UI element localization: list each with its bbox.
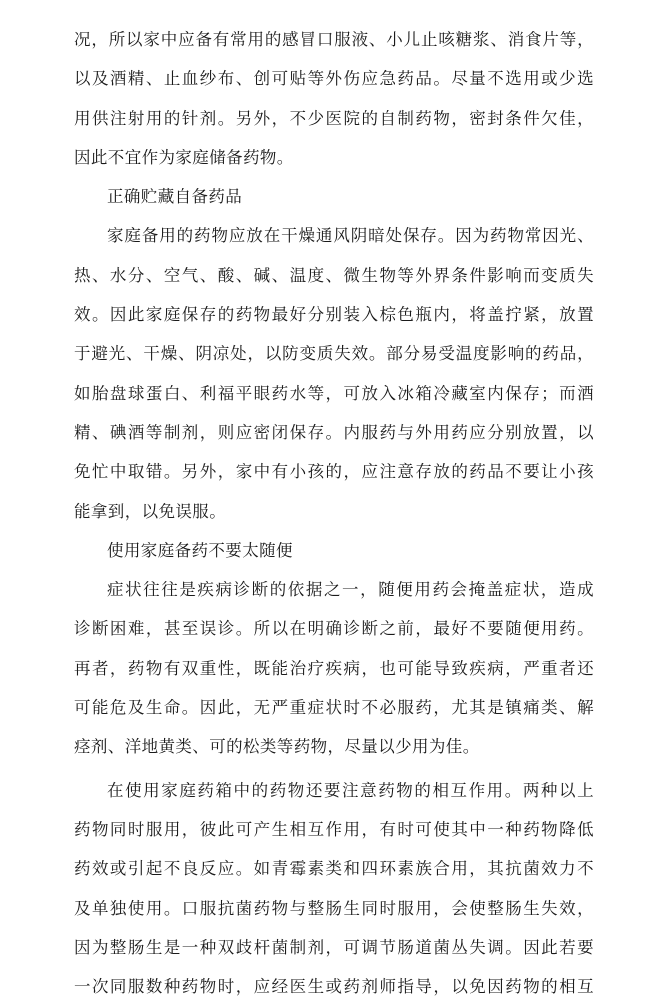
document-page	[74, 20, 594, 1006]
text-line: 于避光、干燥、阴凉处，以防变质失效。部分易受温度影响的药品，	[74, 344, 594, 364]
section-heading: 正确贮藏自备药品	[107, 187, 243, 207]
paragraph	[74, 771, 594, 1006]
text-line: 药效或引起不良反应。如青霉素类和四环素族合用，其抗菌效力不	[74, 859, 594, 879]
text-line: 家庭备用的药物应放在干燥通风阴暗处保存。因为药物常因光、	[107, 226, 594, 246]
text-line: 免忙中取错。另外，家中有小孩的，应注意存放的药品不要让小孩	[74, 462, 594, 482]
text-line: 再者，药物有双重性，既能治疗疾病，也可能导致疾病，严重者还	[74, 658, 594, 678]
paragraph	[74, 20, 594, 177]
text-line: 及单独使用。口服抗菌药物与整肠生同时服用，会使整肠生失效，	[74, 898, 594, 918]
text-line: 用供注射用的针剂。另外，不少医院的自制药物，密封条件欠佳，	[74, 108, 594, 128]
text-line: 痉剂、洋地黄类、可的松类等药物，尽量以少用为佳。	[74, 737, 480, 757]
text-line: 热、水分、空气、酸、碱、温度、微生物等外界条件影响而变质失	[74, 265, 594, 285]
text-line: 况，所以家中应备有常用的感冒口服液、小儿止咳糖浆、消食片等，	[74, 30, 594, 49]
text-line: 如胎盘球蛋白、利福平眼药水等，可放入冰箱冷藏室内保存；而酒	[74, 383, 594, 403]
text-line: 以及酒精、止血纱布、创可贴等外伤应急药品。尽量不选用或少选	[74, 69, 594, 89]
section-heading: 使用家庭备药不要太随便	[107, 540, 293, 560]
text-line: 效。因此家庭保存的药物最好分别装入棕色瓶内，将盖拧紧，放置	[74, 305, 594, 325]
text-line: 能拿到，以免误服。	[74, 501, 227, 521]
paragraph	[74, 216, 594, 530]
text-line: 可能危及生命。因此，无严重症状时不必服药，尤其是镇痛类、解	[74, 698, 594, 718]
text-line: 药物同时服用，彼此可产生相互作用，有时可使其中一种药物降低	[74, 819, 594, 839]
text-line: 精、碘酒等制剂，则应密闭保存。内服药与外用药应分别放置，以	[74, 422, 594, 442]
text-line: 在使用家庭药箱中的药物还要注意药物的相互作用。两种以上	[107, 780, 594, 800]
paragraph	[74, 570, 594, 766]
text-line: 症状往往是疾病诊断的依据之一，随便用药会掩盖症状，造成	[107, 580, 594, 600]
text-line: 诊断困难，甚至误诊。所以在明确诊断之前，最好不要随便用药。	[74, 619, 594, 639]
text-line: 一次同服数种药物时，应经医生或药剂师指导，以免因药物的相互	[74, 977, 594, 997]
text-line: 因此不宜作为家庭储备药物。	[74, 147, 294, 167]
text-line: 因为整肠生是一种双歧杆菌制剂，可调节肠道菌丛失调。因此若要	[74, 937, 594, 957]
